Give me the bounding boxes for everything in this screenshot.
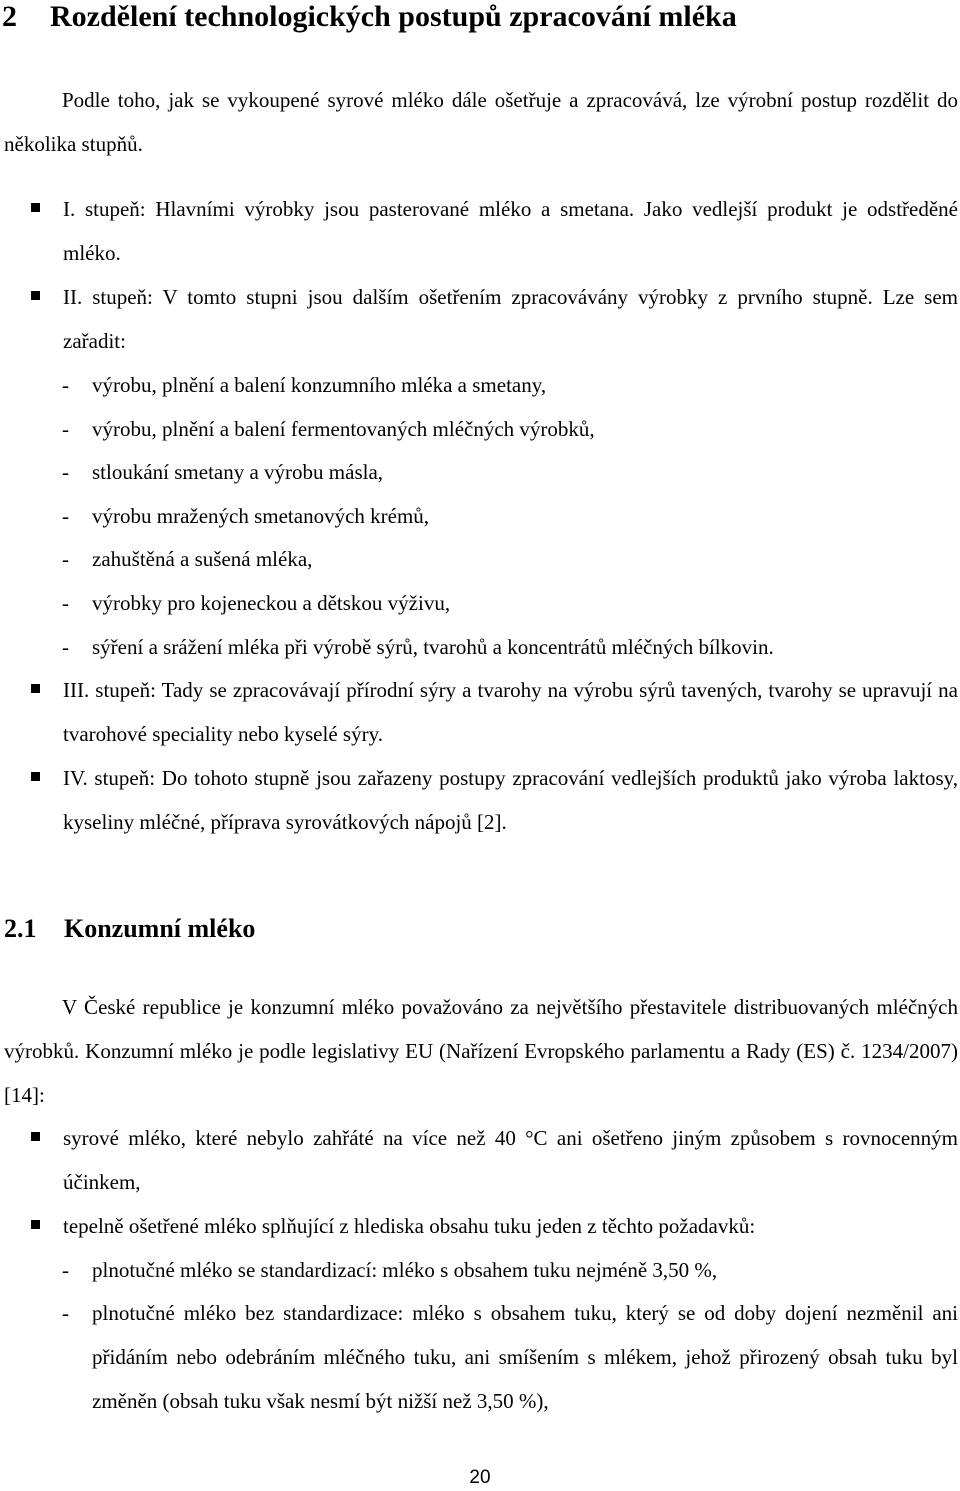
list-item — [62, 1248, 958, 1292]
square-bullet-icon — [31, 772, 40, 781]
list-item-text: plnotučné mléko se standardizací: mléko s obsahem tuku nejméně 3,50 %, — [92, 1258, 718, 1282]
milk-bullet-text: syrové mléko, které nebylo zahřáté na více než 40 °C ani ošetřeno jiným způsobem s rovnocenným účinkem, — [63, 1126, 958, 1194]
milk-bullet-text: tepelně ošetřené mléko splňující z hlediska obsahu tuku jeden z těchto požadavků: — [63, 1214, 756, 1238]
dash-bullet: - — [62, 504, 69, 528]
intro-paragraph: Podle toho, jak se vykoupené syrové mléko dále ošetřuje a zpracovává, lze výrobní postup rozdělit do několika stupňů. — [4, 88, 958, 156]
dash-bullet: - — [62, 635, 69, 659]
list-item-text: zahuštěná a sušená mléka, — [92, 547, 313, 571]
section-number: 2.1 — [4, 914, 37, 943]
page-number: 20 — [469, 1467, 491, 1488]
stage-text: II. stupeň: V tomto stupni jsou dalším ošetřením zpracovávány výrobky z prvního stupně. Lze sem zařadit: — [63, 285, 958, 353]
milk-bullet — [63, 1116, 958, 1204]
stage-text: I. stupeň: Hlavními výrobky jsou pasterované mléko a smetana. Jako vedlejší produkt je odstředěné mléko. — [63, 197, 958, 265]
square-bullet-icon — [31, 1132, 40, 1141]
dash-bullet: - — [62, 547, 69, 571]
stage-text: IV. stupeň: Do tohoto stupně jsou zařazeny postupy zpracování vedlejších produktů jako výroba laktosy, kyseliny mléčné, příprava syrovátkových nápojů [2]. — [63, 766, 958, 834]
stage-text: III. stupeň: Tady se zpracovávají přírodní sýry a tvarohy na výrobu sýrů tavených, tvarohy se upravují na tvarohové speciality nebo kyselé sýry. — [63, 678, 958, 746]
list-item — [62, 1291, 958, 1423]
stage-bullet — [63, 668, 958, 756]
list-item — [62, 363, 958, 407]
square-bullet-icon — [31, 291, 40, 300]
stage-bullet — [63, 275, 958, 363]
section-heading — [4, 912, 255, 946]
milk-bullet — [63, 1204, 958, 1248]
list-item-text: výrobu mražených smetanových krémů, — [92, 504, 430, 528]
list-item — [62, 450, 958, 494]
list-item-text: výrobu, plnění a balení fermentovaných mléčných výrobků, — [92, 417, 595, 441]
list-item — [62, 537, 958, 581]
dash-bullet: - — [62, 373, 69, 397]
list-item — [62, 625, 958, 669]
chapter-number: 2 — [2, 0, 17, 33]
stage-bullet — [63, 187, 958, 275]
stage-bullet — [63, 756, 958, 844]
square-bullet-icon — [31, 684, 40, 693]
list-item — [62, 494, 958, 538]
dash-bullet: - — [62, 1301, 69, 1325]
list-item-text: výrobu, plnění a balení konzumního mléka a smetany, — [92, 373, 547, 397]
section-title: Konzumní mléko — [64, 914, 256, 943]
list-item — [62, 407, 958, 451]
chapter-title: Rozdělení technologických postupů zpracování mléka — [50, 0, 737, 33]
square-bullet-icon — [31, 1220, 40, 1229]
dash-bullet: - — [62, 417, 69, 441]
list-item-text: sýření a srážení mléka při výrobě sýrů, tvarohů a koncentrátů mléčných bílkovin. — [92, 635, 774, 659]
list-item-text: výrobky pro kojeneckou a dětskou výživu, — [92, 591, 451, 615]
dash-bullet: - — [62, 460, 69, 484]
dash-bullet: - — [62, 591, 69, 615]
section-paragraph: V České republice je konzumní mléko považováno za největšího přestavitele distribuovaných mléčných výrobků. Konzumní mléko je podle legislativy EU (Nařízení Evropského parlamentu a Rady (ES) č. 1234/2007) [14]: — [4, 995, 958, 1107]
square-bullet-icon — [31, 203, 40, 212]
list-item-text: stloukání smetany a výrobu másla, — [92, 460, 384, 484]
dash-bullet: - — [62, 1258, 69, 1282]
list-item — [62, 581, 958, 625]
chapter-heading — [2, 0, 737, 34]
list-item-text: plnotučné mléko bez standardizace: mléko s obsahem tuku, který se od doby dojení nezměnil ani přidáním nebo odebráním mléčného tuku, ani smíšením s mlékem, jehož přirozený obsah tuku byl změněn (obsah tuku však nesmí být nižší než 3,50 %), — [92, 1301, 958, 1413]
